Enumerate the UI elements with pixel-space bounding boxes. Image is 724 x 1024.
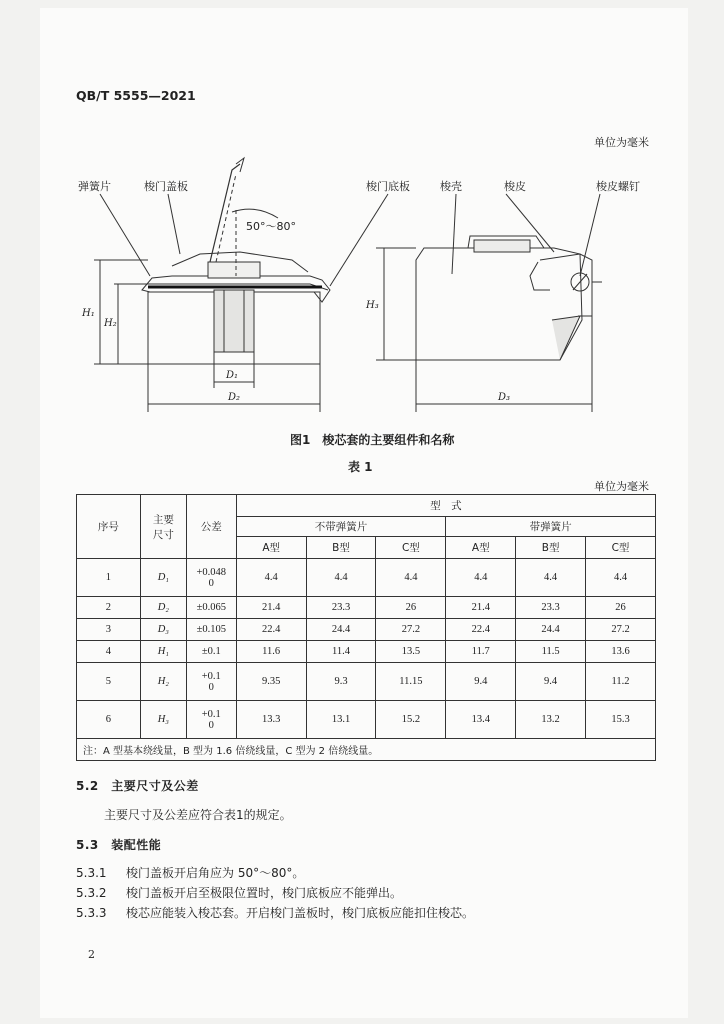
cell-value: 4.4 [306, 559, 376, 597]
table-note: 注：A 型基本绕线量，B 型为 1.6 倍绕线量，C 型为 2 倍绕线量。 [77, 739, 656, 761]
dim-d3: D₃ [498, 392, 511, 403]
row-no: 1 [77, 559, 141, 597]
dim-h2: H₂ [104, 318, 117, 329]
clause-5-3-1 [76, 864, 304, 881]
dim-d2: D₂ [228, 392, 241, 403]
header-type-cell: C型 [376, 537, 446, 559]
header-no: 序号 [77, 495, 141, 559]
row-dim: H₁ [140, 641, 186, 663]
table-row [77, 597, 656, 619]
header-type-cell: A型 [446, 537, 516, 559]
table-row [77, 559, 656, 597]
section-5-2-body: 主要尺寸及公差应符合表1的规定。 [104, 808, 292, 822]
row-dim: D₂ [140, 597, 186, 619]
cell-value: 9.4 [516, 663, 586, 701]
figure-1-drawing [60, 150, 680, 420]
cell-value: 11.4 [306, 641, 376, 663]
cell-value: 26 [586, 597, 656, 619]
cell-value: 13.4 [446, 701, 516, 739]
tol-upper: +0.048 [196, 566, 227, 578]
tol-lower: 0 [208, 681, 214, 693]
clause-text: 梭芯应能装入梭芯套。开启梭门盖板时，梭门底板应能扣住梭芯。 [126, 906, 475, 920]
clause-text: 梭门盖板开启至极限位置时，梭门底板应不能弹出。 [126, 886, 403, 900]
row-dim: H₃ [140, 701, 186, 739]
row-tol: ±0.105 [186, 619, 236, 641]
table-row [77, 641, 656, 663]
row-tol [186, 559, 236, 597]
header-type: 型 式 [236, 495, 655, 517]
header-type-cell: A型 [236, 537, 306, 559]
clause-text: 梭门盖板开启角应为 50°～80°。 [126, 866, 305, 880]
tol-upper: +0.1 [201, 670, 221, 682]
cell-value: 23.3 [516, 597, 586, 619]
cell-value: 13.2 [516, 701, 586, 739]
cell-value: 24.4 [306, 619, 376, 641]
header-type-cell: B型 [306, 537, 376, 559]
cell-value: 26 [376, 597, 446, 619]
cell-value: 4.4 [236, 559, 306, 597]
clause-number: 5.3.3 [76, 906, 107, 920]
table-row [77, 619, 656, 641]
header-type-cell: C型 [586, 537, 656, 559]
cell-value: 9.3 [306, 663, 376, 701]
header-group-spring: 带弹簧片 [446, 517, 656, 537]
skin-outline [540, 254, 592, 316]
clause-5-3-2 [76, 884, 402, 901]
cell-value: 11.15 [376, 663, 446, 701]
cell-value: 15.3 [586, 701, 656, 739]
cell-value: 22.4 [236, 619, 306, 641]
cell-value: 27.2 [586, 619, 656, 641]
label-shell: 梭壳 [440, 180, 462, 193]
figure-unit-note: 单位为毫米 [594, 136, 649, 149]
row-no: 6 [77, 701, 141, 739]
tol-lower: 0 [208, 577, 214, 589]
clause-5-3-3 [76, 904, 474, 921]
cell-value: 22.4 [446, 619, 516, 641]
row-no: 3 [77, 619, 141, 641]
row-no: 2 [77, 597, 141, 619]
cell-value: 21.4 [446, 597, 516, 619]
cell-value: 4.4 [586, 559, 656, 597]
cell-value: 13.5 [376, 641, 446, 663]
cell-value: 11.7 [446, 641, 516, 663]
cell-value: 24.4 [516, 619, 586, 641]
header-group-no-spring: 不带弹簧片 [236, 517, 446, 537]
cell-value: 11.5 [516, 641, 586, 663]
cell-value: 4.4 [516, 559, 586, 597]
table-unit-note: 单位为毫米 [594, 480, 649, 493]
table-row [77, 663, 656, 701]
table-title: 表 1 [348, 460, 373, 474]
center-bore [214, 290, 254, 352]
dim-d1: D₁ [226, 370, 239, 381]
cell-value: 9.4 [446, 663, 516, 701]
cell-value: 23.3 [306, 597, 376, 619]
section-5-3-title: 5.3 装配性能 [76, 838, 162, 852]
cell-value: 11.2 [586, 663, 656, 701]
label-gate-bottom: 梭门底板 [366, 180, 410, 193]
row-tol: ±0.065 [186, 597, 236, 619]
dimension-table [76, 494, 656, 761]
dim-h1: H₁ [82, 308, 95, 319]
cell-value: 13.1 [306, 701, 376, 739]
tol-upper: +0.1 [201, 708, 221, 720]
row-dim: D₁ [140, 559, 186, 597]
header-dim: 主要尺寸 [140, 495, 186, 559]
cell-value: 11.6 [236, 641, 306, 663]
label-angle: 50°～80° [246, 220, 296, 233]
row-tol: ±0.1 [186, 641, 236, 663]
row-tol [186, 663, 236, 701]
cell-value: 13.3 [236, 701, 306, 739]
label-screw: 梭皮螺钉 [596, 180, 640, 193]
standard-number: QB/T 5555—2021 [76, 88, 196, 103]
section-5-2-title: 5.2 主要尺寸及公差 [76, 779, 199, 793]
tol-lower: 0 [208, 719, 214, 731]
page-number: 2 [88, 948, 95, 961]
table-row [77, 701, 656, 739]
row-dim: D₃ [140, 619, 186, 641]
clause-number: 5.3.2 [76, 886, 107, 900]
cell-value: 13.6 [586, 641, 656, 663]
header-type-cell: B型 [516, 537, 586, 559]
row-no: 5 [77, 663, 141, 701]
label-gate-cover: 梭门盖板 [144, 180, 188, 193]
clause-number: 5.3.1 [76, 866, 107, 880]
header-tol: 公差 [186, 495, 236, 559]
label-skin: 梭皮 [504, 180, 526, 193]
cell-value: 4.4 [446, 559, 516, 597]
dim-h3: H₃ [366, 300, 379, 311]
figure-caption: 图1 梭芯套的主要组件和名称 [290, 433, 455, 447]
cell-value: 9.35 [236, 663, 306, 701]
cell-value: 4.4 [376, 559, 446, 597]
label-spring: 弹簧片 [78, 180, 111, 193]
cell-value: 27.2 [376, 619, 446, 641]
cell-value: 15.2 [376, 701, 446, 739]
row-no: 4 [77, 641, 141, 663]
row-tol [186, 701, 236, 739]
row-dim: H₂ [140, 663, 186, 701]
cell-value: 21.4 [236, 597, 306, 619]
